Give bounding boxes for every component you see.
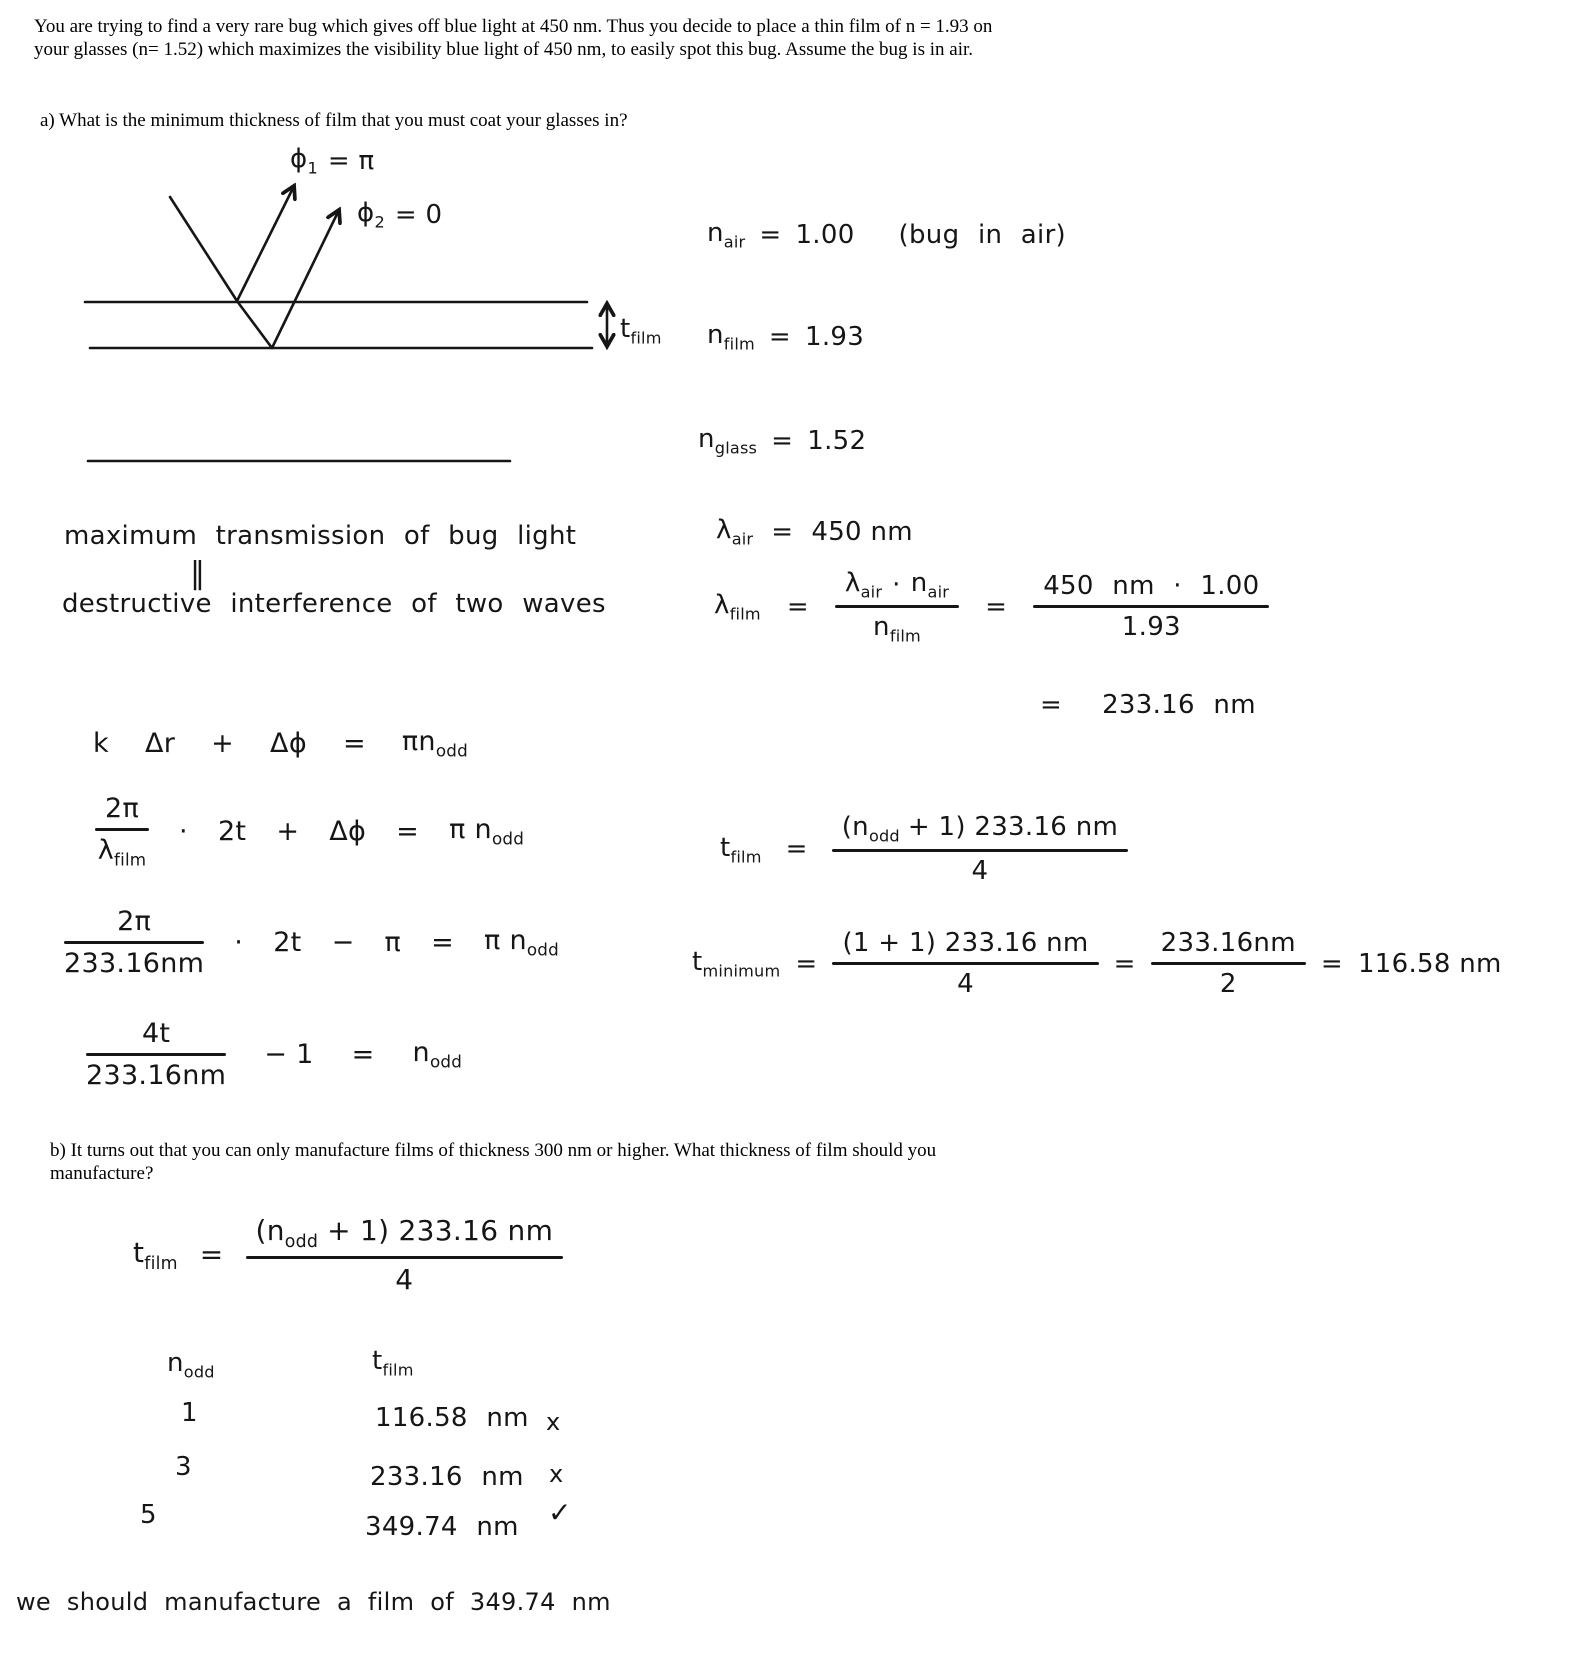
lambda-film-symbol: $\lambda_{film}$	[714, 590, 761, 624]
n-glass-symbol: $n_{glass}$	[698, 424, 758, 458]
lambda-film-value: 233.16 nm	[1102, 690, 1256, 720]
n-air-given	[707, 218, 1066, 251]
rejected-mark: x	[549, 1460, 564, 1488]
lambda-film-result	[1040, 690, 1256, 720]
n-film-given	[707, 320, 864, 353]
lambda-film-symbolic-fraction: $\lambda_{air}$ · $n_{air}$ $n_{film}$	[835, 568, 959, 646]
phi2-symbol: $\phi_2$	[357, 198, 385, 232]
reasoning-line-1: maximum transmission of bug light	[64, 521, 577, 551]
phi1-label	[290, 144, 375, 177]
t-minimum-equation	[692, 928, 1502, 999]
n-glass-given	[698, 424, 866, 457]
n-film-symbol: $n_{film}$	[707, 320, 755, 354]
table-row-n-value: 5	[140, 1500, 157, 1530]
rejected-mark: x	[546, 1408, 561, 1436]
n-glass-value: 1.52	[807, 425, 867, 456]
incident-ray	[170, 197, 237, 301]
equals-sign: =	[1320, 948, 1343, 979]
reasoning-line-2: destructive interference of two waves	[62, 589, 606, 619]
conclusion-statement: we should manufacture a film of 349.74 nm	[16, 1588, 611, 1616]
reflected-ray-1	[237, 188, 293, 301]
check-mark: ✓	[548, 1496, 572, 1529]
equals-sign: =	[771, 425, 794, 456]
equals-sign: =	[759, 219, 782, 250]
phase-condition-expanded: $\frac{2\pi}{\lambda_{film}}$ · 2t + Δϕ = π $n_{odd}$	[95, 793, 524, 870]
equals-sign: =	[1113, 948, 1136, 979]
equals-sign: =	[1040, 690, 1063, 720]
lambda-air-symbol: $\lambda_{air}$	[716, 515, 754, 549]
t-minimum-fraction-2: $\frac{233.16nm}{2}$	[1151, 928, 1306, 999]
equals-sign: =	[785, 834, 808, 865]
t-film-symbol: $t_{film}$	[720, 832, 762, 866]
equals-sign: =	[786, 591, 809, 622]
equals-sign: =	[985, 591, 1008, 622]
table-row-n-value: 1	[181, 1398, 198, 1428]
table-header-t-film: $t_{film}$	[372, 1346, 414, 1380]
equals-sign: =	[768, 321, 791, 352]
lambda-film-equation	[714, 568, 1269, 646]
lambda-air-value: 450 nm	[811, 516, 913, 547]
bug-in-air-note: (bug in air)	[898, 219, 1066, 250]
phi1-value: = π	[327, 145, 375, 176]
t-minimum-value: 116.58 nm	[1357, 948, 1502, 979]
film-thickness-label: $t_{film}$	[620, 314, 662, 348]
part-b-fraction: $\frac{(n_{odd} + 1) 233.16 nm}{4}$	[246, 1214, 564, 1296]
table-header-n-odd: $n_{odd}$	[167, 1348, 215, 1382]
n-air-symbol: $n_{air}$	[707, 218, 746, 252]
table-row-t-value: 233.16 nm	[370, 1462, 524, 1492]
part-a-question: a) What is the minimum thickness of film that you must coat your glasses in?	[40, 110, 628, 131]
n-film-value: 1.93	[805, 321, 865, 352]
phi1-symbol: $\phi_1$	[290, 144, 318, 178]
phase-condition-equation: k Δr + Δϕ = $\pi n_{odd}$	[93, 726, 468, 761]
lambda-film-numeric-fraction: $\frac{450 nm \cdot 1.00}{1.93}$	[1033, 571, 1269, 642]
t-film-fraction: $\frac{(n_{odd} + 1) 233.16 nm}{4}$	[832, 812, 1128, 886]
lambda-air-given	[716, 515, 913, 548]
phi2-value: = 0	[394, 199, 443, 230]
equals-sign: =	[795, 948, 818, 979]
t-film-equation	[720, 812, 1128, 886]
n-odd-solved-equation: $\frac{4t}{233.16nm}$ − 1 = $n_{odd}$	[86, 1018, 463, 1091]
problem-intro-text: You are trying to find a very rare bug which gives off blue light at 450 nm. Thus you decide to place a thin film of n = 1.93 on your glasses (n= 1.52) which maximizes the visibility blue light of 450 nm, to easily spot this bug. Assume the bug is in air.	[34, 16, 993, 60]
phase-condition-numeric: $\frac{2\pi}{233.16nm}$ · 2t − π = π $n_{odd}$	[64, 906, 559, 979]
reflected-ray-2	[272, 212, 338, 348]
table-row-n-value: 3	[175, 1452, 192, 1482]
part-b-question: b) It turns out that you can only manufacture films of thickness 300 nm or higher. What thickness of film should you manufacture?	[50, 1140, 937, 1184]
equivalence-mark: ‖	[190, 556, 206, 591]
phi2-label	[357, 198, 442, 231]
refracted-ray	[237, 301, 272, 348]
part-b-t-film-equation	[133, 1214, 563, 1296]
t-minimum-symbol: $t_{minimum}$	[692, 946, 781, 981]
thin-film-ray-diagram	[60, 140, 720, 480]
table-row-t-value: 116.58 nm	[375, 1403, 529, 1433]
table-row-t-value: 349.74 nm	[365, 1512, 519, 1542]
n-air-value: 1.00	[795, 219, 855, 250]
equals-sign: =	[199, 1238, 224, 1272]
t-minimum-fraction-1: $\frac{(1 + 1) 233.16 nm}{4}$	[832, 928, 1098, 999]
equals-sign: =	[771, 516, 794, 547]
t-film-symbol: $t_{film}$	[133, 1236, 178, 1274]
